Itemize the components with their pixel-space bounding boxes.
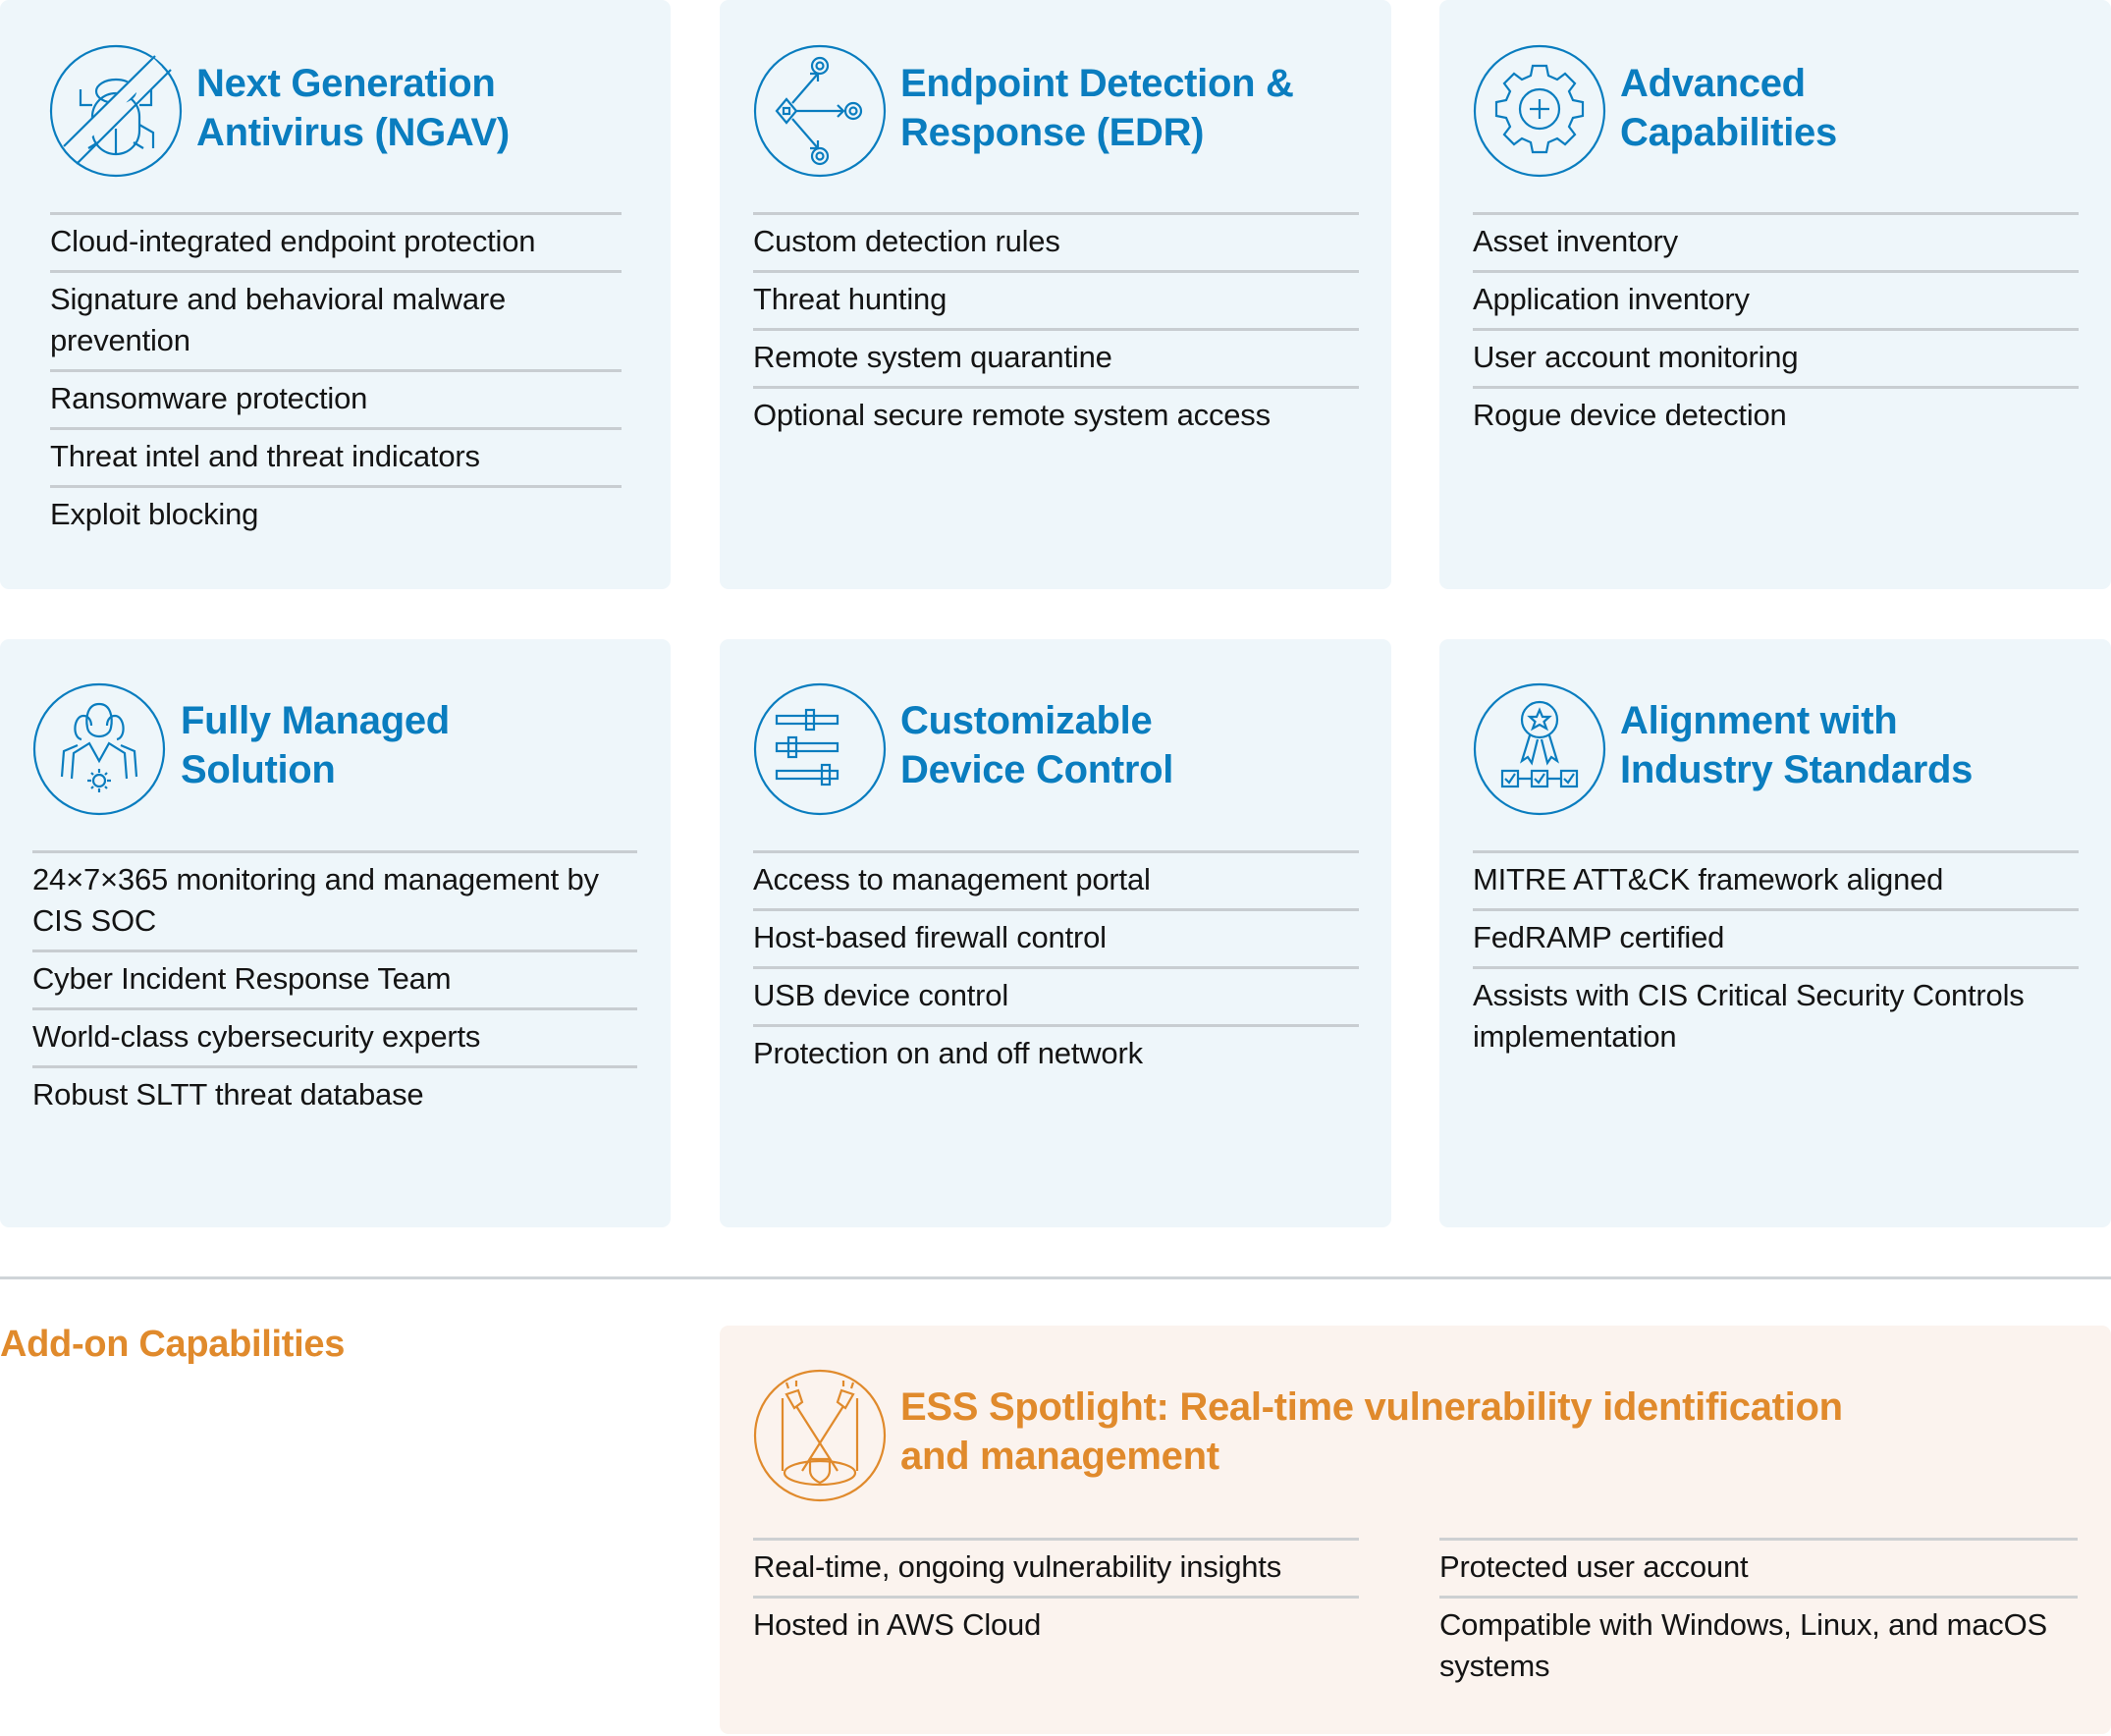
list-item: Threat intel and threat indicators <box>50 427 622 485</box>
card-title <box>900 1383 1843 1481</box>
feature-list <box>753 212 1359 444</box>
card-title <box>900 59 1294 157</box>
list-item: Host-based firewall control <box>753 908 1359 966</box>
list-item: Cloud-integrated endpoint protection <box>50 212 622 270</box>
feature-list <box>32 850 637 1123</box>
card-edr <box>720 0 1391 589</box>
list-item: Real-time, ongoing vulnerability insights <box>753 1538 1359 1596</box>
list-item: Cyber Incident Response Team <box>32 949 637 1007</box>
card-title <box>1620 696 1973 794</box>
addon-heading: Add-on Capabilities <box>0 1324 346 1365</box>
section-divider <box>0 1276 2111 1279</box>
list-item: Hosted in AWS Cloud <box>753 1596 1359 1654</box>
award-checklist-icon <box>1473 682 1606 816</box>
list-item: Protection on and off network <box>753 1024 1359 1082</box>
card-title-line: Device Control <box>900 748 1174 791</box>
list-item: Asset inventory <box>1473 212 2079 270</box>
list-item: Remote system quarantine <box>753 328 1359 386</box>
list-item: Threat hunting <box>753 270 1359 328</box>
list-item: Robust SLTT threat database <box>32 1065 637 1123</box>
list-item: User account monitoring <box>1473 328 2079 386</box>
list-item: Assists with CIS Critical Security Controls implementation <box>1473 966 2079 1065</box>
feature-list <box>1473 212 2079 444</box>
card-fully-managed <box>0 639 671 1227</box>
list-item: 24×7×365 monitoring and management by CIS SOC <box>32 850 637 949</box>
list-item: Exploit blocking <box>50 485 622 543</box>
card-title-line: Capabilities <box>1620 111 1837 154</box>
card-title-line: Alignment with <box>1620 699 1898 742</box>
card-device-control <box>720 639 1391 1227</box>
card-title-line: Endpoint Detection & <box>900 62 1294 105</box>
card-title-line: Response (EDR) <box>900 111 1205 154</box>
team-gear-icon <box>32 682 166 816</box>
list-item: Optional secure remote system access <box>753 386 1359 444</box>
card-title-line: and management <box>900 1435 1219 1478</box>
card-title-line: Advanced <box>1620 62 1806 105</box>
list-item: Signature and behavioral malware prevention <box>50 270 622 369</box>
list-item: FedRAMP certified <box>1473 908 2079 966</box>
bug-prohibited-icon <box>49 44 183 178</box>
card-industry-standards <box>1439 639 2111 1227</box>
card-title <box>900 696 1173 794</box>
list-item: Custom detection rules <box>753 212 1359 270</box>
list-item: Ransomware protection <box>50 369 622 427</box>
list-item: Access to management portal <box>753 850 1359 908</box>
card-title-line: Antivirus (NGAV) <box>196 111 510 154</box>
card-ess-spotlight <box>720 1326 2111 1734</box>
list-item: USB device control <box>753 966 1359 1024</box>
card-title-line: ESS Spotlight: Real-time vulnerability identification <box>900 1385 1843 1429</box>
list-item: MITRE ATT&CK framework aligned <box>1473 850 2079 908</box>
list-item: Application inventory <box>1473 270 2079 328</box>
network-detection-icon <box>753 44 887 178</box>
sliders-icon <box>753 682 887 816</box>
gear-plus-icon <box>1473 44 1606 178</box>
spotlight-icon <box>753 1369 887 1502</box>
feature-list <box>1473 850 2079 1065</box>
card-title-line: Next Generation <box>196 62 496 105</box>
card-title-line: Fully Managed <box>181 699 450 742</box>
card-title <box>1620 59 1837 157</box>
list-item: Protected user account <box>1439 1538 2078 1596</box>
card-ngav <box>0 0 671 589</box>
list-item: Compatible with Windows, Linux, and macOS systems <box>1439 1596 2078 1695</box>
feature-list <box>753 850 1359 1082</box>
list-item: World-class cybersecurity experts <box>32 1007 637 1065</box>
card-title-line: Industry Standards <box>1620 748 1974 791</box>
feature-list-right <box>1439 1538 2078 1695</box>
card-title <box>196 59 510 157</box>
list-item: Rogue device detection <box>1473 386 2079 444</box>
card-advanced <box>1439 0 2111 589</box>
card-title-line: Customizable <box>900 699 1153 742</box>
feature-list-left <box>753 1538 1359 1654</box>
feature-list <box>50 212 622 543</box>
card-title-line: Solution <box>181 748 336 791</box>
card-title <box>181 696 450 794</box>
